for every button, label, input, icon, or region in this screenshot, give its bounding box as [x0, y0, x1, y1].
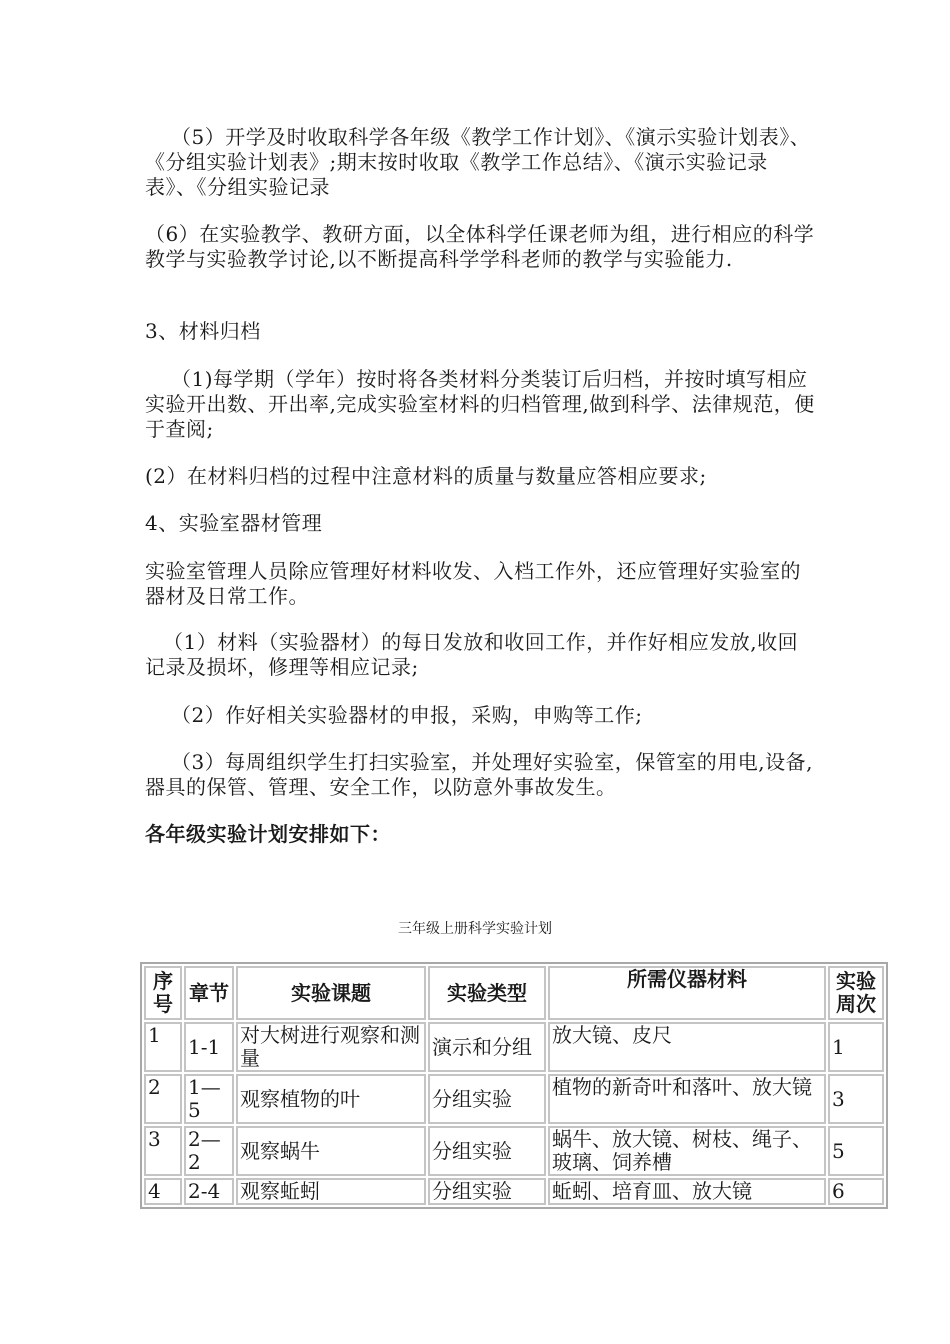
section-heading-archive: 3、材料归档 — [145, 319, 261, 343]
plan-heading: 各年级实验计划安排如下： — [145, 822, 391, 846]
header-no: 序号 — [144, 966, 182, 1020]
cell-no: 3 — [144, 1126, 182, 1176]
paragraph-archive-1: （1)每学期（学年）按时将各类材料分类装订后归档，并按时填写相应实验开出数、开出率,完成实验室材料的归档管理,做到科学、法律规范，便于查阅; — [145, 367, 815, 441]
table-header-row — [144, 966, 884, 1020]
cell-chapter: 1—5 — [184, 1074, 234, 1124]
cell-type: 演示和分组 — [428, 1022, 546, 1072]
cell-no: 4 — [144, 1178, 182, 1205]
table-row — [144, 1178, 884, 1205]
section-heading-equipment: 4、实验室器材管理 — [145, 511, 323, 535]
paragraph-equipment-2: （2）作好相关实验器材的申报，采购，申购等工作; — [171, 703, 643, 727]
table-row — [144, 1126, 884, 1176]
cell-week: 6 — [828, 1178, 884, 1205]
cell-no: 2 — [144, 1074, 182, 1124]
cell-materials: 植物的新奇叶和落叶、放大镜 — [548, 1074, 826, 1124]
cell-chapter: 2—2 — [184, 1126, 234, 1176]
table-row — [144, 1022, 884, 1072]
table-caption: 三年级上册科学实验计划 — [398, 921, 552, 937]
cell-week: 1 — [828, 1022, 884, 1072]
paragraph-item-5: （5）开学及时收取科学各年级《教学工作计划》、《演示实验计划表》、《分组实验计划表》;期末按时收取《教学工作总结》、《演示实验记录表》、《分组实验记录 — [145, 125, 811, 199]
cell-no: 1 — [144, 1022, 182, 1072]
cell-type: 分组实验 — [428, 1178, 546, 1205]
table-row — [144, 1074, 884, 1124]
cell-chapter: 1-1 — [184, 1022, 234, 1072]
header-week: 实验周次 — [828, 966, 884, 1020]
paragraph-equipment-1: （1）材料（实验器材）的每日发放和收回工作，并作好相应发放,收回记录及损坏，修理等相应记录; — [145, 630, 799, 679]
cell-type: 分组实验 — [428, 1074, 546, 1124]
cell-topic: 对大树进行观察和测量 — [236, 1022, 426, 1072]
paragraph-archive-2: (2）在材料归档的过程中注意材料的质量与数量应答相应要求; — [145, 464, 707, 488]
header-chapter: 章节 — [184, 966, 234, 1020]
cell-week: 3 — [828, 1074, 884, 1124]
cell-topic: 观察蜗牛 — [236, 1126, 426, 1176]
cell-materials: 蚯蚓、培育皿、放大镜 — [548, 1178, 826, 1205]
cell-week: 5 — [828, 1126, 884, 1176]
cell-topic: 观察蚯蚓 — [236, 1178, 426, 1205]
header-topic: 实验课题 — [236, 966, 426, 1020]
cell-materials: 蜗牛、放大镜、树枝、绳子、玻璃、饲养槽 — [548, 1126, 826, 1176]
experiment-plan-table — [140, 962, 888, 1209]
header-type: 实验类型 — [428, 966, 546, 1020]
cell-chapter: 2-4 — [184, 1178, 234, 1205]
cell-materials: 放大镜、皮尺 — [548, 1022, 826, 1072]
cell-type: 分组实验 — [428, 1126, 546, 1176]
paragraph-equipment-intro: 实验室管理人员除应管理好材料收发、入档工作外，还应管理好实验室的器材及日常工作。 — [145, 559, 801, 608]
cell-topic: 观察植物的叶 — [236, 1074, 426, 1124]
header-materials: 所需仪器材料 — [548, 966, 826, 1020]
paragraph-equipment-3: （3）每周组织学生打扫实验室，并处理好实验室，保管室的用电,设备,器具的保管、管理、安全工作，以防意外事故发生。 — [145, 750, 813, 799]
paragraph-item-6: （6）在实验教学、教研方面，以全体科学任课老师为组，进行相应的科学教学与实验教学讨论,以不断提高科学学科老师的教学与实验能力. — [145, 222, 815, 271]
